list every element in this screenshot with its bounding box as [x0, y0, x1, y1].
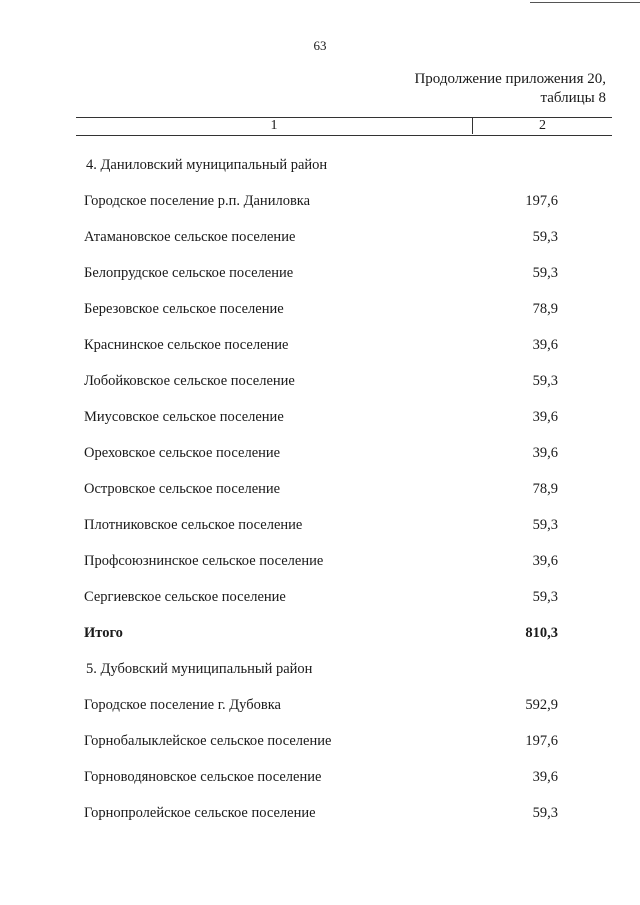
settlement-value: 39,6 [532, 445, 558, 461]
table-row [0, 553, 640, 573]
settlement-name: Краснинское сельское поселение [84, 337, 289, 353]
settlement-value: 39,6 [532, 337, 558, 353]
total-row [0, 625, 640, 645]
settlement-name: Сергиевское сельское поселение [84, 589, 286, 605]
table-row [0, 481, 640, 501]
settlement-name: Березовское сельское поселение [84, 301, 284, 317]
settlement-name: Ореховское сельское поселение [84, 445, 281, 461]
settlement-value: 59,3 [532, 589, 558, 605]
district-name: 4. Даниловский муниципальный район [86, 157, 328, 173]
settlement-name: Миусовское сельское поселение [84, 409, 284, 425]
table-row [0, 373, 640, 393]
top-edge-rule [530, 2, 640, 3]
column-header-2: 2 [539, 118, 546, 133]
settlement-value: 59,3 [532, 373, 558, 389]
settlement-name: Горнобалыклейское сельское поселение [84, 733, 332, 749]
settlement-name: Горнопролейское сельское поселение [84, 805, 316, 821]
settlement-value: 39,6 [532, 769, 558, 785]
settlement-name: Городское поселение г. Дубовка [84, 697, 281, 713]
district-heading-row [0, 661, 640, 681]
settlement-value: 592,9 [525, 697, 558, 713]
settlement-name: Городское поселение р.п. Даниловка [84, 193, 311, 209]
page-number: 63 [313, 38, 327, 53]
settlement-name: Плотниковское сельское поселение [84, 517, 303, 533]
table-row [0, 193, 640, 213]
settlement-value: 39,6 [532, 553, 558, 569]
table-row [0, 409, 640, 429]
settlement-name: Профсоюзнинское сельское поселение [84, 553, 324, 569]
settlement-value: 59,3 [532, 229, 558, 245]
settlement-name: Атамановское сельское поселение [84, 229, 296, 245]
table-row [0, 517, 640, 537]
continuation-note [414, 70, 606, 108]
table-row [0, 445, 640, 465]
settlement-name: Островское сельское поселение [84, 481, 281, 497]
table-header-bottom-rule [76, 135, 612, 136]
settlement-value: 59,3 [532, 517, 558, 533]
column-header-1: 1 [270, 118, 278, 133]
settlement-value: 197,6 [525, 193, 558, 209]
district-name: 5. Дубовский муниципальный район [86, 661, 313, 677]
settlement-value: 78,9 [532, 301, 558, 317]
settlement-value: 59,3 [532, 805, 558, 821]
table-row [0, 805, 640, 825]
settlement-name: Лобойковское сельское поселение [84, 373, 295, 389]
settlement-value: 39,6 [532, 409, 558, 425]
settlement-value: 197,6 [525, 733, 558, 749]
continuation-line-1: Продолжение приложения 20, [414, 71, 606, 87]
table-row [0, 697, 640, 717]
settlement-value: 78,9 [532, 481, 558, 497]
table-row [0, 589, 640, 609]
settlement-name: Горноводяновское сельское поселение [84, 769, 322, 785]
table-row [0, 769, 640, 789]
total-label: Итого [84, 625, 123, 641]
continuation-line-2: таблицы 8 [540, 90, 606, 106]
total-value: 810,3 [525, 625, 558, 641]
table-row [0, 229, 640, 249]
settlement-value: 59,3 [532, 265, 558, 281]
settlement-name: Белопрудское сельское поселение [84, 265, 294, 281]
table-row [0, 301, 640, 321]
table-row [0, 337, 640, 357]
district-heading-row [0, 157, 640, 177]
table-row [0, 733, 640, 753]
table-row [0, 265, 640, 285]
